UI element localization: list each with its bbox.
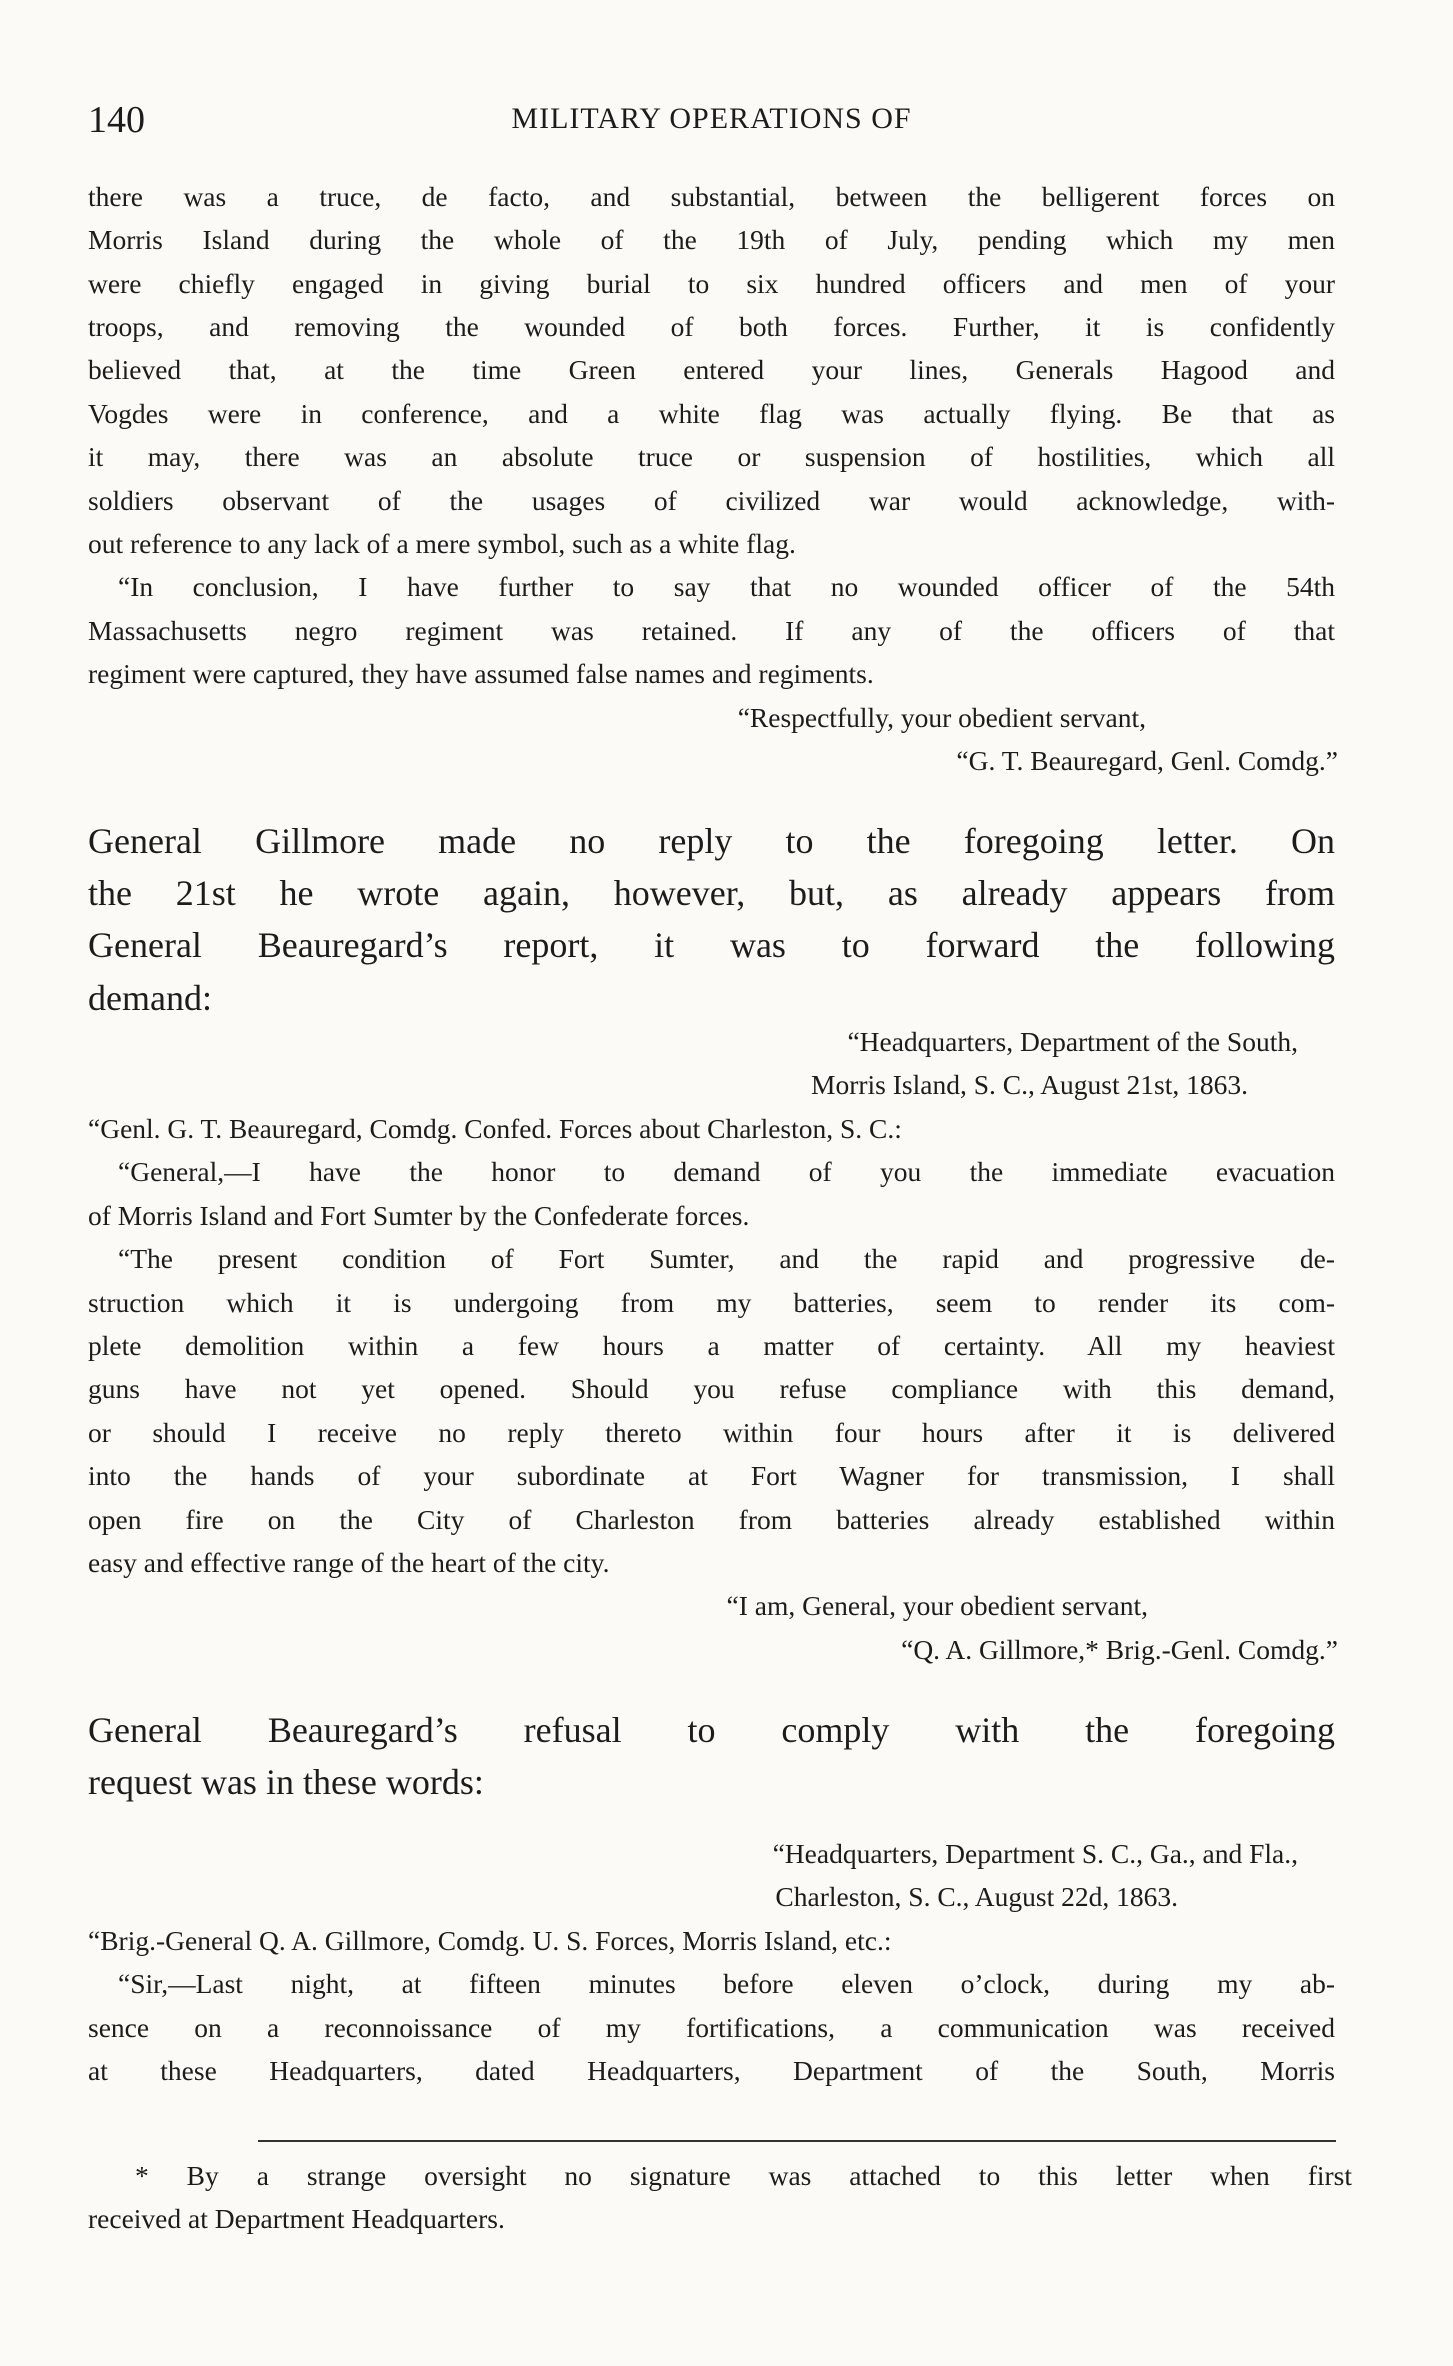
text-line: “Q. A. Gillmore,* Brig.-Genl. Comdg.” xyxy=(901,1634,1338,1665)
text-line: were chiefly engaged in giving burial to six hundred officers and men of your xyxy=(88,268,1335,299)
text-line: “Sir,—Last night, at fifteen minutes before eleven o’clock, during my ab- xyxy=(118,1968,1335,1999)
text-line: “I am, General, your obedient servant, xyxy=(726,1590,1148,1621)
text-line: it may, there was an absolute truce or suspension of hostilities, which all xyxy=(88,441,1335,472)
text-line: “Brig.-General Q. A. Gillmore, Comdg. U. S. Forces, Morris Island, etc.: xyxy=(88,1925,892,1956)
text-line: “Respectfully, your obedient servant, xyxy=(737,702,1146,733)
text-line: General Beauregard’s report, it was to forward the following xyxy=(88,925,1335,965)
text-line: Morris Island, S. C., August 21st, 1863. xyxy=(811,1069,1248,1100)
text-line: the 21st he wrote again, however, but, as already appears from xyxy=(88,873,1335,913)
text-line: regiment were captured, they have assumed false names and regiments. xyxy=(88,658,874,689)
text-line: there was a truce, de facto, and substantial, between the belligerent forces on xyxy=(88,181,1335,212)
text-line: easy and effective range of the heart of the city. xyxy=(88,1547,610,1578)
text-line: “Headquarters, Department of the South, xyxy=(847,1026,1298,1057)
text-line: struction which it is undergoing from my batteries, seem to render its com- xyxy=(88,1287,1335,1318)
text-line: “In conclusion, I have further to say that no wounded officer of the 54th xyxy=(118,571,1335,602)
text-line: Massachusetts negro regiment was retained. If any of the officers of that xyxy=(88,615,1335,646)
text-line: Charleston, S. C., August 22d, 1863. xyxy=(775,1881,1178,1912)
text-line: Vogdes were in conference, and a white flag was actually flying. Be that as xyxy=(88,398,1335,429)
text-line: of Morris Island and Fort Sumter by the Confederate forces. xyxy=(88,1200,750,1231)
text-line: “Headquarters, Department S. C., Ga., and Fla., xyxy=(772,1838,1298,1869)
running-title: MILITARY OPERATIONS OF xyxy=(511,102,912,135)
text-line: “The present condition of Fort Sumter, and the rapid and progressive de- xyxy=(118,1243,1335,1274)
text-line: open fire on the City of Charleston from batteries already established within xyxy=(88,1504,1335,1535)
text-line: into the hands of your subordinate at Fort Wagner for transmission, I shall xyxy=(88,1460,1335,1491)
text-line: Morris Island during the whole of the 19th of July, pending which my men xyxy=(88,224,1335,255)
text-line: out reference to any lack of a mere symbol, such as a white flag. xyxy=(88,528,796,559)
text-line: “G. T. Beauregard, Genl. Comdg.” xyxy=(956,745,1338,776)
footnote-line: received at Department Headquarters. xyxy=(88,2203,505,2234)
page-number: 140 xyxy=(88,99,145,141)
text-line: sence on a reconnoissance of my fortifications, a communication was received xyxy=(88,2012,1335,2043)
text-line: at these Headquarters, dated Headquarters, Department of the South, Morris xyxy=(88,2055,1335,2086)
text-line: guns have not yet opened. Should you refuse compliance with this demand, xyxy=(88,1373,1335,1404)
text-line: believed that, at the time Green entered your lines, Generals Hagood and xyxy=(88,354,1335,385)
footnote-line: * By a strange oversight no signature was attached to this letter when first xyxy=(135,2160,1352,2191)
text-line: or should I receive no reply thereto within four hours after it is delivered xyxy=(88,1417,1335,1448)
text-line: General Gillmore made no reply to the foregoing letter. On xyxy=(88,821,1335,861)
text-line: troops, and removing the wounded of both forces. Further, it is confidently xyxy=(88,311,1335,342)
text-line: plete demolition within a few hours a matter of certainty. All my heaviest xyxy=(88,1330,1335,1361)
page-header xyxy=(88,98,1335,148)
footnote-rule xyxy=(258,2140,1336,2142)
text-line: request was in these words: xyxy=(88,1762,484,1802)
text-line: demand: xyxy=(88,978,212,1018)
text-line: General Beauregard’s refusal to comply with the foregoing xyxy=(88,1710,1335,1750)
text-line: “Genl. G. T. Beauregard, Comdg. Confed. Forces about Charleston, S. C.: xyxy=(88,1113,902,1144)
text-line: “General,—I have the honor to demand of you the immediate evacuation xyxy=(118,1156,1335,1187)
text-line: soldiers observant of the usages of civilized war would acknowledge, with- xyxy=(88,485,1335,516)
